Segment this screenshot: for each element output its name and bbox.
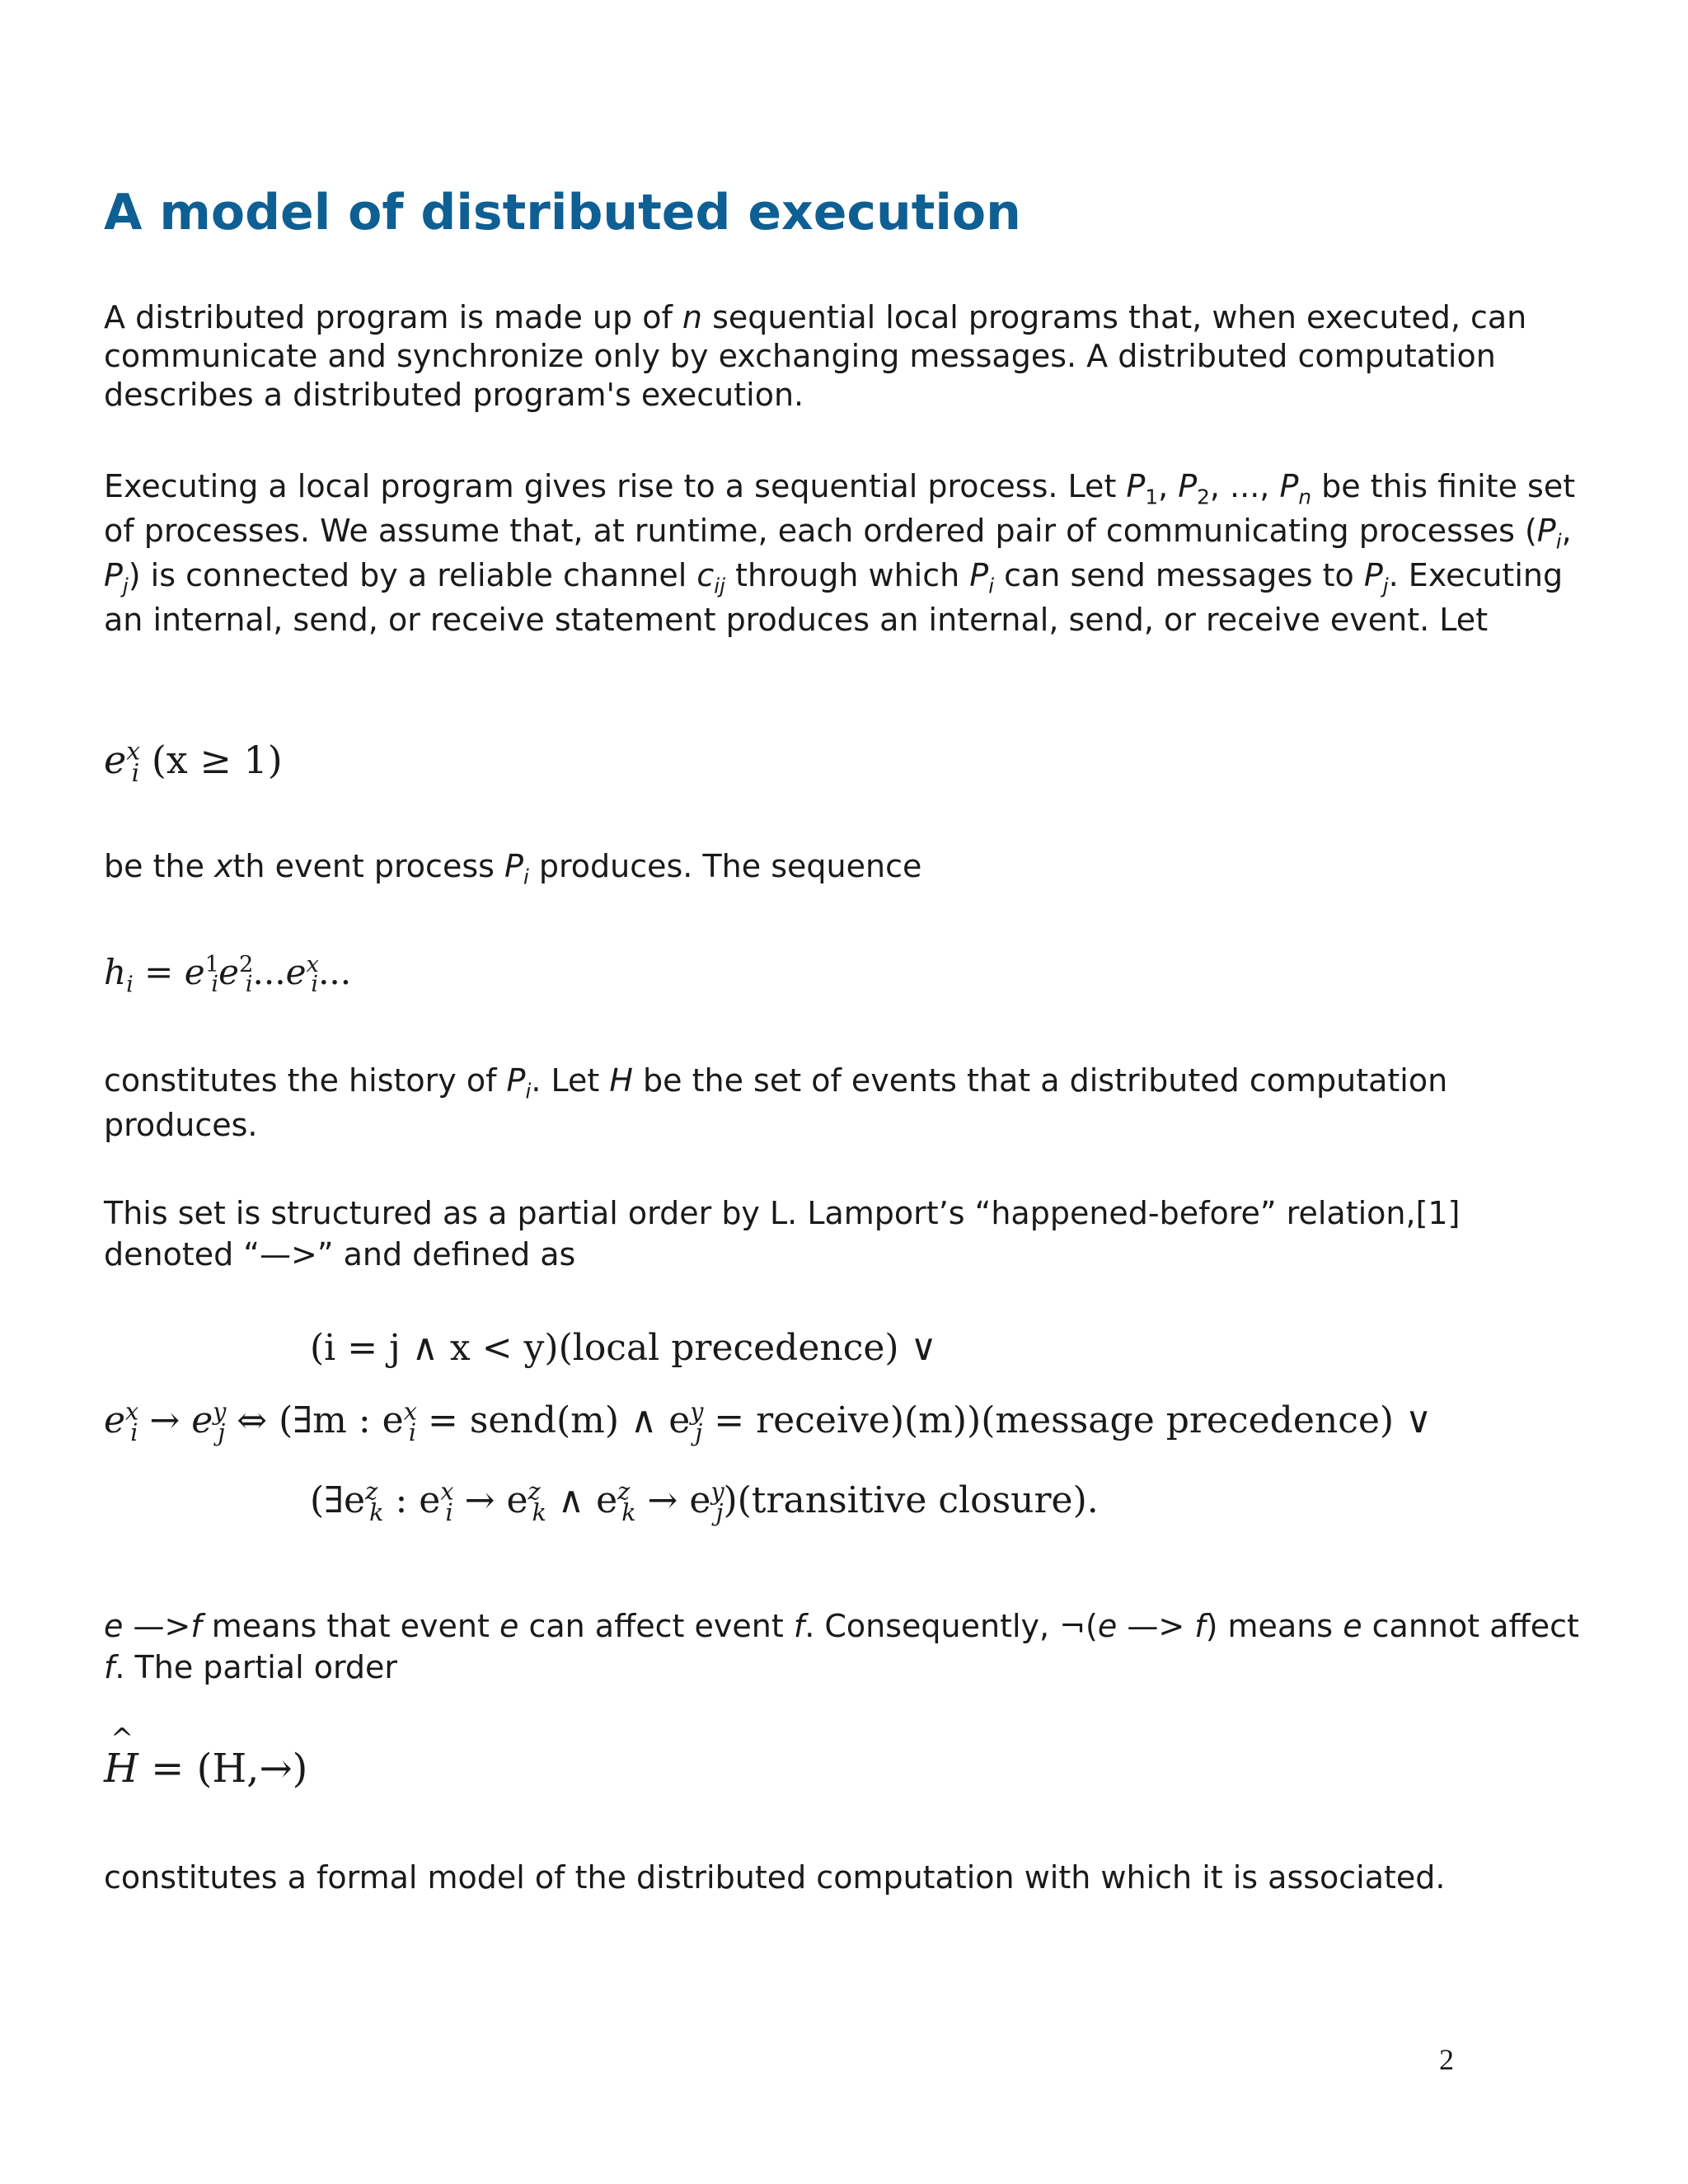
m3-l3-c: → e bbox=[452, 1479, 528, 1521]
paragraph-5: This set is structured as a partial order by L. Lamport’s “happened-before” relation,[1] denoted “—>” and defined as bbox=[104, 1195, 1461, 1272]
p2-sub-j-2: j bbox=[1382, 574, 1389, 598]
m3-l3-d: ∧ e bbox=[546, 1479, 618, 1521]
p1-text-a: A distributed program is made up of bbox=[104, 299, 682, 335]
p1-text-b: sequential local programs that, when executed, can communicate and synchronize only by exchanging messages. A distributed computation describes a distributed program's execution. bbox=[104, 299, 1527, 413]
m3-l3-sub2: i bbox=[445, 1497, 453, 1526]
page-number: 2 bbox=[1439, 2043, 1454, 2076]
p2-sub-ij: ij bbox=[714, 574, 726, 598]
p4-sub-i: i bbox=[525, 1079, 532, 1104]
p2-sub-2: 2 bbox=[1197, 485, 1210, 509]
p6-t4: . Consequently, ¬( bbox=[804, 1608, 1098, 1644]
p2-pj-2: P bbox=[1363, 557, 1383, 593]
m2-sup-2: 2 bbox=[238, 952, 254, 977]
math-relation-line-2 bbox=[104, 1397, 1432, 1446]
p2-p1: P bbox=[1126, 468, 1146, 504]
page-title: A model of distributed execution bbox=[104, 184, 1021, 241]
p6-t5: —> bbox=[1117, 1608, 1195, 1644]
p2-text-e: can send messages to bbox=[994, 557, 1364, 593]
p4-text-b: . Let bbox=[531, 1062, 610, 1099]
p6-t3: can affect event bbox=[518, 1608, 794, 1644]
p2-pj: P bbox=[104, 557, 123, 593]
math-relation-line-3 bbox=[310, 1477, 1099, 1526]
math-history bbox=[104, 952, 352, 998]
m3-arrow: → bbox=[138, 1399, 192, 1441]
m2-e1: e bbox=[184, 952, 205, 992]
m2-sub-i: i bbox=[126, 972, 134, 998]
m2-e2: e bbox=[218, 952, 239, 992]
math-event-definition bbox=[104, 737, 283, 789]
p2-sub-n: n bbox=[1298, 485, 1312, 509]
m4-rest: = (H,→) bbox=[138, 1746, 308, 1792]
m2-mid: ... bbox=[252, 952, 286, 992]
p4-p: P bbox=[506, 1062, 526, 1099]
m2-sup-1: 1 bbox=[204, 952, 219, 977]
m3-lhs-e: e bbox=[104, 1399, 126, 1441]
p4-text-c: be the set of events that a distributed computation produces. bbox=[104, 1062, 1448, 1143]
p2-pn: P bbox=[1279, 468, 1299, 504]
m1-e: e bbox=[104, 738, 127, 782]
m1-sup: x bbox=[126, 737, 141, 766]
p2-text-a: Executing a local program gives rise to a sequential process. Let bbox=[104, 468, 1127, 504]
p6-e3: e bbox=[1097, 1608, 1118, 1644]
m3-lhs-sub: i bbox=[130, 1418, 138, 1446]
p3-text-a: be the bbox=[104, 848, 215, 884]
m1-sub: i bbox=[131, 759, 140, 789]
m3-rhs-e: e bbox=[191, 1399, 213, 1441]
p3-var-x: x bbox=[214, 848, 233, 884]
p2-text-b: be this finite set of processes. We assume that, at runtime, each ordered pair of communicating processes ( bbox=[104, 468, 1576, 549]
m1-rest: (x ≥ 1) bbox=[139, 738, 283, 782]
p6-f4: f bbox=[104, 1649, 115, 1685]
m3-l3-sub1: k bbox=[369, 1497, 384, 1526]
p6-t2: means that event bbox=[201, 1608, 499, 1644]
m2-sub-i1: i bbox=[211, 972, 219, 998]
p6-t6: ) means bbox=[1205, 1608, 1343, 1644]
p3-p: P bbox=[504, 848, 523, 884]
p2-text-d: through which bbox=[725, 557, 970, 593]
m3-rhs-sub: j bbox=[218, 1418, 226, 1446]
p2-sep: , bbox=[1561, 513, 1572, 549]
p6-t8: . The partial order bbox=[115, 1649, 398, 1685]
paragraph-2 bbox=[104, 464, 1587, 642]
p1-var-n: n bbox=[682, 299, 702, 335]
p3-text-b: th event process bbox=[232, 848, 505, 884]
p3-sub-i: i bbox=[523, 865, 529, 889]
p2-c: c bbox=[696, 557, 715, 593]
m3-l2-recv: = receive)(m))(message precedence) ∨ bbox=[702, 1399, 1432, 1441]
p2-sub-1: 1 bbox=[1145, 485, 1159, 509]
m3-l3-sub3: k bbox=[532, 1497, 546, 1526]
m3-l3-e: → e bbox=[635, 1479, 711, 1521]
paragraph-6 bbox=[104, 1605, 1587, 1688]
m3-l2-sub2: j bbox=[695, 1418, 703, 1446]
p2-text-f: . Executing an internal, send, or receive statement produces an internal, send, or receive event. Let bbox=[104, 557, 1564, 638]
m3-l3-sup3: z bbox=[528, 1477, 541, 1506]
m3-l2-sub: i bbox=[408, 1418, 416, 1446]
m3-l2-sup2: y bbox=[690, 1397, 704, 1426]
p4-text-a: constitutes the history of bbox=[104, 1062, 507, 1099]
paragraph-4 bbox=[104, 1058, 1587, 1147]
m3-l2-sup: x bbox=[403, 1397, 417, 1426]
p2-comma: , bbox=[1158, 468, 1179, 504]
m3-l3-f: )(transitive closure). bbox=[723, 1479, 1099, 1521]
math-relation-line-1: (i = j ∧ x < y)(local precedence) ∨ bbox=[310, 1327, 937, 1369]
m2-eq: = bbox=[133, 952, 185, 992]
m2-sub-i2: i bbox=[245, 972, 253, 998]
m3-lhs-sup: x bbox=[125, 1397, 139, 1426]
p6-f3: f bbox=[1194, 1608, 1206, 1644]
p2-sub-i: i bbox=[1555, 529, 1562, 554]
m4-h-hat: ^ H bbox=[104, 1746, 138, 1792]
p2-sub-j: j bbox=[122, 574, 129, 598]
p6-t7: cannot affect bbox=[1362, 1608, 1579, 1644]
m2-e3: e bbox=[285, 952, 307, 992]
p6-e4: e bbox=[1343, 1608, 1362, 1644]
p2-text-c: ) is connected by a reliable channel bbox=[128, 557, 697, 593]
math-partial-order bbox=[104, 1746, 307, 1792]
m3-l3-sup4: z bbox=[617, 1477, 631, 1506]
m2-sub-i3: i bbox=[311, 972, 319, 998]
p6-e1: e bbox=[104, 1608, 124, 1644]
p2-dots: , ..., bbox=[1209, 468, 1280, 504]
m2-sup-x: x bbox=[306, 952, 319, 977]
m3-l3-sub4: k bbox=[621, 1497, 636, 1526]
paragraph-7: constitutes a formal model of the distributed computation with which it is associated. bbox=[104, 1859, 1446, 1896]
p2-pi: P bbox=[1536, 513, 1556, 549]
p2-pi-2: P bbox=[969, 557, 989, 593]
m3-l3-a: (∃e bbox=[310, 1479, 366, 1521]
p2-p2: P bbox=[1178, 468, 1198, 504]
p4-h: H bbox=[609, 1062, 633, 1099]
m3-rhs-sup: y bbox=[213, 1397, 227, 1426]
m3-l3-sup5: y bbox=[710, 1477, 724, 1506]
m3-l3-sup2: x bbox=[440, 1477, 454, 1506]
paragraph-1 bbox=[104, 298, 1587, 415]
m2-end: ... bbox=[318, 952, 352, 992]
m3-iff: ⇔ bbox=[225, 1399, 279, 1441]
p2-sub-i-2: i bbox=[988, 574, 995, 598]
m3-l2-a: (∃m : e bbox=[279, 1399, 404, 1441]
m3-l3-b: : e bbox=[383, 1479, 441, 1521]
p6-e2: e bbox=[499, 1608, 519, 1644]
p6-f2: f bbox=[793, 1608, 805, 1644]
paragraph-3 bbox=[104, 847, 1587, 889]
p3-text-c: produces. The sequence bbox=[528, 848, 922, 884]
m3-l2-send: = send(m) ∧ e bbox=[416, 1399, 691, 1441]
p6-f1: f bbox=[190, 1608, 202, 1644]
m2-h: h bbox=[104, 952, 127, 992]
p6-t1: —> bbox=[123, 1608, 191, 1644]
m3-l3-sub5: j bbox=[715, 1497, 724, 1526]
m3-l3-sup1: z bbox=[365, 1477, 378, 1506]
